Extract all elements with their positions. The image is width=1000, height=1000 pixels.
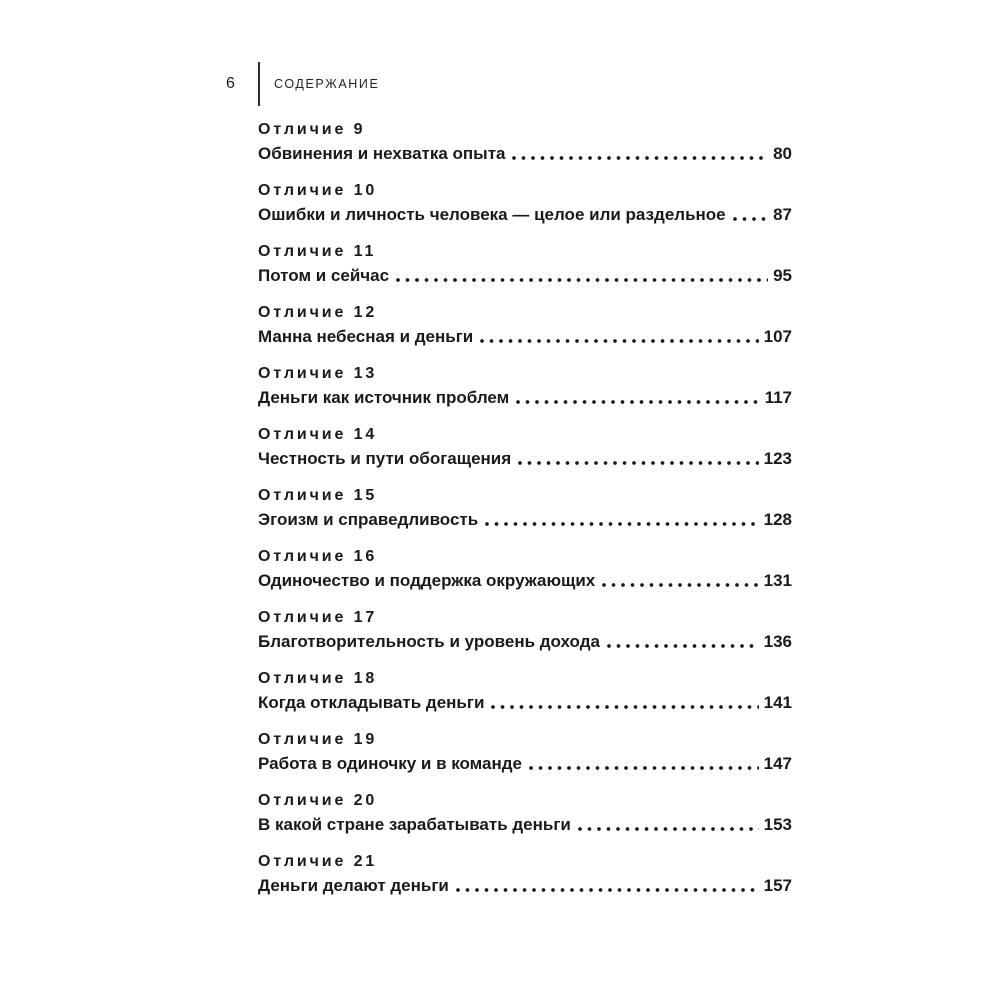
toc-entry — [258, 241, 792, 288]
toc-entry-page: 80 — [773, 144, 792, 163]
toc-entry-row — [258, 385, 792, 410]
toc-entry-title: Работа в одиночку и в команде — [258, 754, 523, 773]
dot-leader — [512, 155, 768, 161]
dot-leader — [733, 216, 768, 222]
toc-entry-page: 123 — [763, 449, 792, 468]
toc-entry — [258, 729, 792, 776]
toc-entry-row — [258, 324, 792, 349]
toc-entry — [258, 851, 792, 898]
dot-leader — [578, 826, 759, 832]
toc-entry — [258, 790, 792, 837]
toc-entry — [258, 485, 792, 532]
dot-leader — [516, 399, 759, 405]
toc-entry-heading: Отличие 21 — [258, 853, 378, 870]
toc-entry-page: 153 — [763, 815, 792, 834]
toc-entry — [258, 668, 792, 715]
toc-entry-page: 131 — [763, 571, 792, 590]
dot-leader — [396, 277, 768, 283]
toc-entry-page: 128 — [763, 510, 792, 529]
toc-entry-title: Эгоизм и справедливость — [258, 510, 479, 529]
dot-leader — [480, 338, 758, 344]
toc-entry-title: Обвинения и нехватка опыта — [258, 144, 506, 163]
toc-entry-row — [258, 141, 792, 166]
toc-entry-title: Честность и пути обогащения — [258, 449, 512, 468]
toc-entry-heading: Отличие 19 — [258, 731, 378, 748]
toc-entry-title: Потом и сейчас — [258, 266, 390, 285]
toc-entry-title: Ошибки и личность человека — целое или раздельное — [258, 205, 726, 224]
toc-entry-row — [258, 202, 792, 227]
toc-entry-page: 87 — [773, 205, 792, 224]
dot-leader — [491, 704, 758, 710]
toc-entry — [258, 424, 792, 471]
toc-entry-row — [258, 873, 792, 898]
dot-leader — [456, 887, 759, 893]
dot-leader — [518, 460, 758, 466]
toc-entry-heading: Отличие 10 — [258, 182, 378, 199]
dot-leader — [602, 582, 758, 588]
toc-entry-row — [258, 812, 792, 837]
toc-entry-title: Благотворительность и уровень дохода — [258, 632, 600, 651]
toc-entry-heading: Отличие 9 — [258, 121, 366, 138]
toc-entry-row — [258, 629, 792, 654]
toc-entry-heading: Отличие 13 — [258, 365, 378, 382]
toc-entry — [258, 180, 792, 227]
toc-entry — [258, 607, 792, 654]
toc-entry-page: 95 — [773, 266, 792, 285]
toc-entry-page: 141 — [763, 693, 792, 712]
toc-entry-heading: Отличие 16 — [258, 548, 378, 565]
dot-leader — [485, 521, 758, 527]
dot-leader — [607, 643, 759, 649]
toc-entry — [258, 302, 792, 349]
toc-entry-page: 136 — [763, 632, 792, 651]
toc-entry-title: Манна небесная и деньги — [258, 327, 474, 346]
toc-entry-row — [258, 263, 792, 288]
toc-entry-title: Когда откладывать деньги — [258, 693, 485, 712]
toc-entry-page: 107 — [763, 327, 792, 346]
toc-entry — [258, 119, 792, 166]
toc-entry-row — [258, 507, 792, 532]
toc-entry-row — [258, 568, 792, 593]
running-head-title: СОДЕРЖАНИЕ — [274, 77, 380, 91]
toc-entry-heading: Отличие 12 — [258, 304, 378, 321]
toc-entry-title: Деньги делают деньги — [258, 876, 449, 895]
toc-entry-heading: Отличие 14 — [258, 426, 378, 443]
toc-entry-title: В какой стране зарабатывать деньги — [258, 815, 571, 834]
toc-entry-row — [258, 690, 792, 715]
toc-entry-page: 147 — [763, 754, 792, 773]
toc-entry-heading: Отличие 18 — [258, 670, 378, 687]
toc-entry — [258, 546, 792, 593]
page-number: 6 — [226, 75, 235, 92]
toc-entry-heading: Отличие 20 — [258, 792, 378, 809]
header-divider — [258, 62, 260, 106]
toc-entry-page: 157 — [763, 876, 792, 895]
table-of-contents — [258, 119, 792, 912]
toc-entry-heading: Отличие 11 — [258, 243, 377, 260]
toc-entry-row — [258, 751, 792, 776]
toc-entry — [258, 363, 792, 410]
page-header — [226, 62, 379, 106]
toc-entry-page: 117 — [764, 388, 792, 407]
dot-leader — [529, 765, 759, 771]
toc-entry-heading: Отличие 15 — [258, 487, 378, 504]
toc-entry-heading: Отличие 17 — [258, 609, 378, 626]
toc-entry-title: Одиночество и поддержка окружающих — [258, 571, 596, 590]
toc-entry-row — [258, 446, 792, 471]
toc-entry-title: Деньги как источник проблем — [258, 388, 510, 407]
